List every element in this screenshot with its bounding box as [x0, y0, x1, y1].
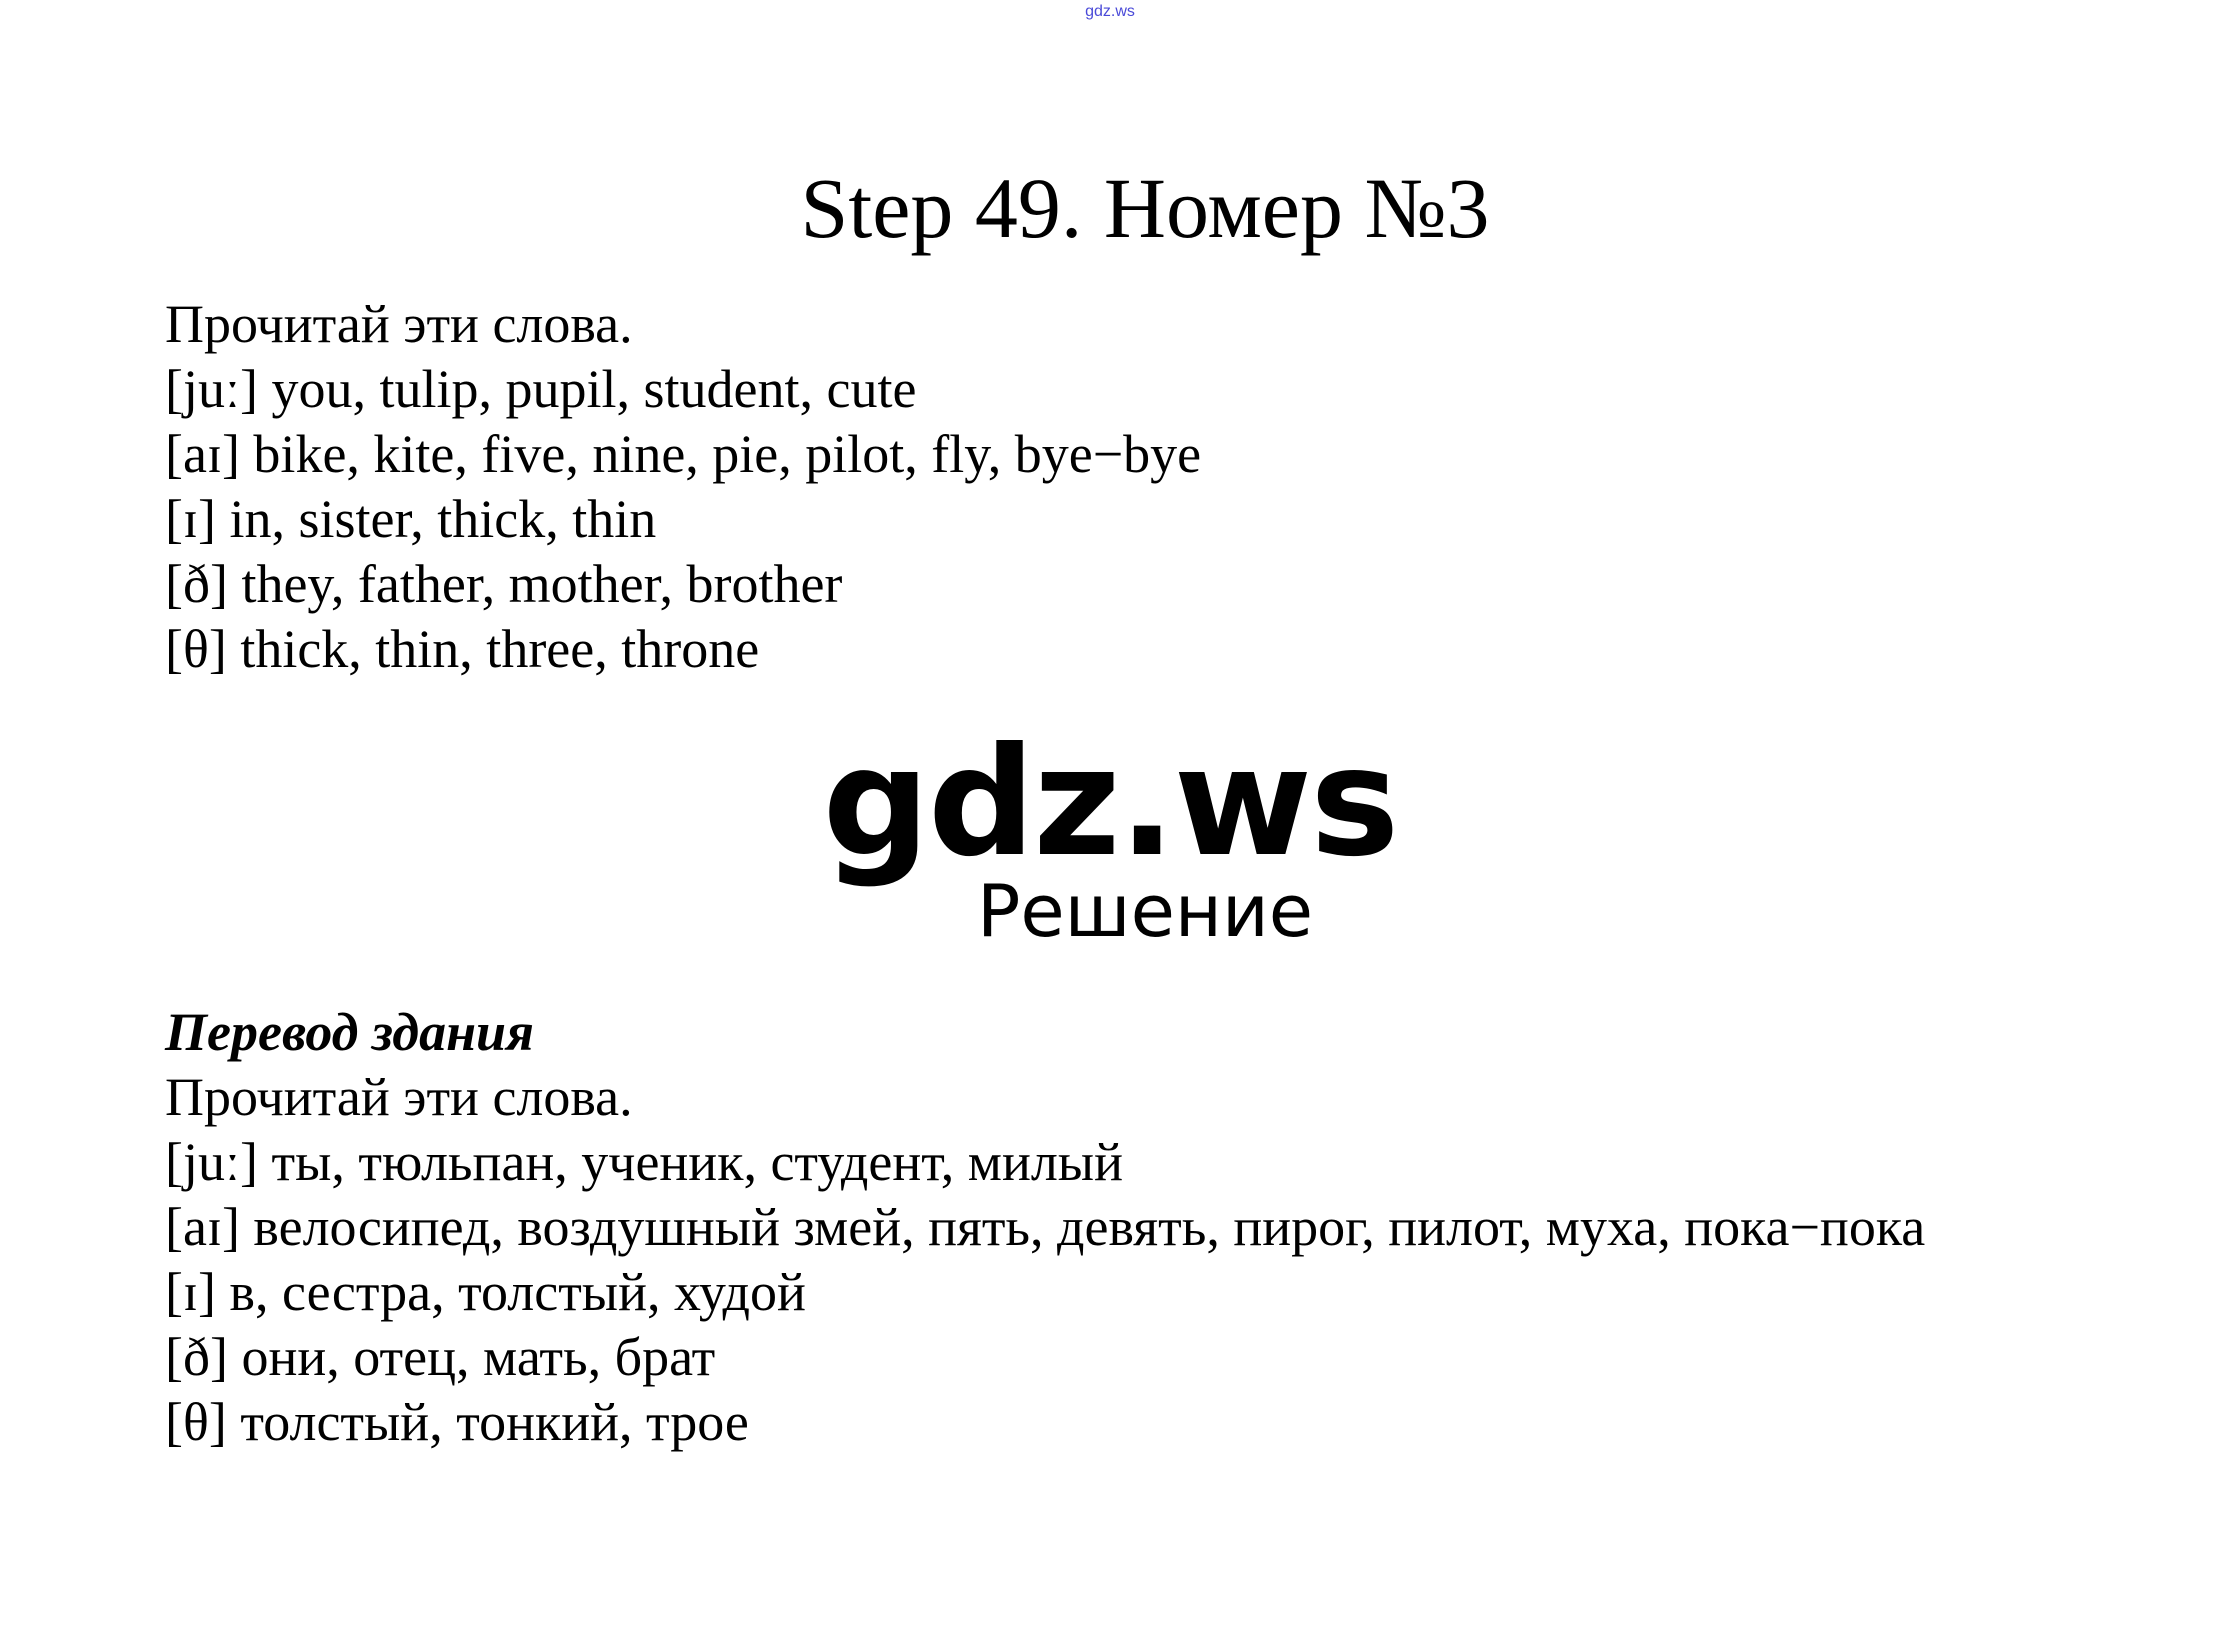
solution-line: [ɪ] в, сестра, толстый, худой: [165, 1262, 806, 1322]
solution-instruction: Прочитай эти слова.: [165, 1067, 633, 1127]
page-title: Step 49. Номер №3: [800, 160, 1490, 256]
solution-heading: Перевод здания: [165, 1002, 534, 1062]
solution-line: [θ] толстый, тонкий, трое: [165, 1392, 749, 1452]
task-block: [165, 292, 1201, 682]
solution-line: [juː] ты, тюльпан, ученик, студент, милый: [165, 1132, 1123, 1192]
watermark-top: gdz.ws: [1085, 3, 1135, 20]
task-instruction: Прочитай эти слова.: [165, 294, 633, 354]
solution-line: [ð] они, отец, мать, брат: [165, 1327, 716, 1387]
task-line: [ð] they, father, mother, brother: [165, 554, 843, 614]
solution-block: [165, 1000, 1925, 1455]
solution-line: [aɪ] велосипед, воздушный змей, пять, девять, пирог, пилот, муха, пока−пока: [165, 1197, 1926, 1257]
task-line: [θ] thick, thin, three, throne: [165, 619, 760, 679]
task-line: [ɪ] in, sister, thick, thin: [165, 489, 657, 549]
task-line: [juː] you, tulip, pupil, student, cute: [165, 359, 917, 419]
task-line: [aɪ] bike, kite, five, nine, pie, pilot, fly, bye−bye: [165, 424, 1202, 484]
solution-label: Решение: [976, 869, 1314, 953]
site-logo: gdz.ws: [822, 716, 1398, 890]
